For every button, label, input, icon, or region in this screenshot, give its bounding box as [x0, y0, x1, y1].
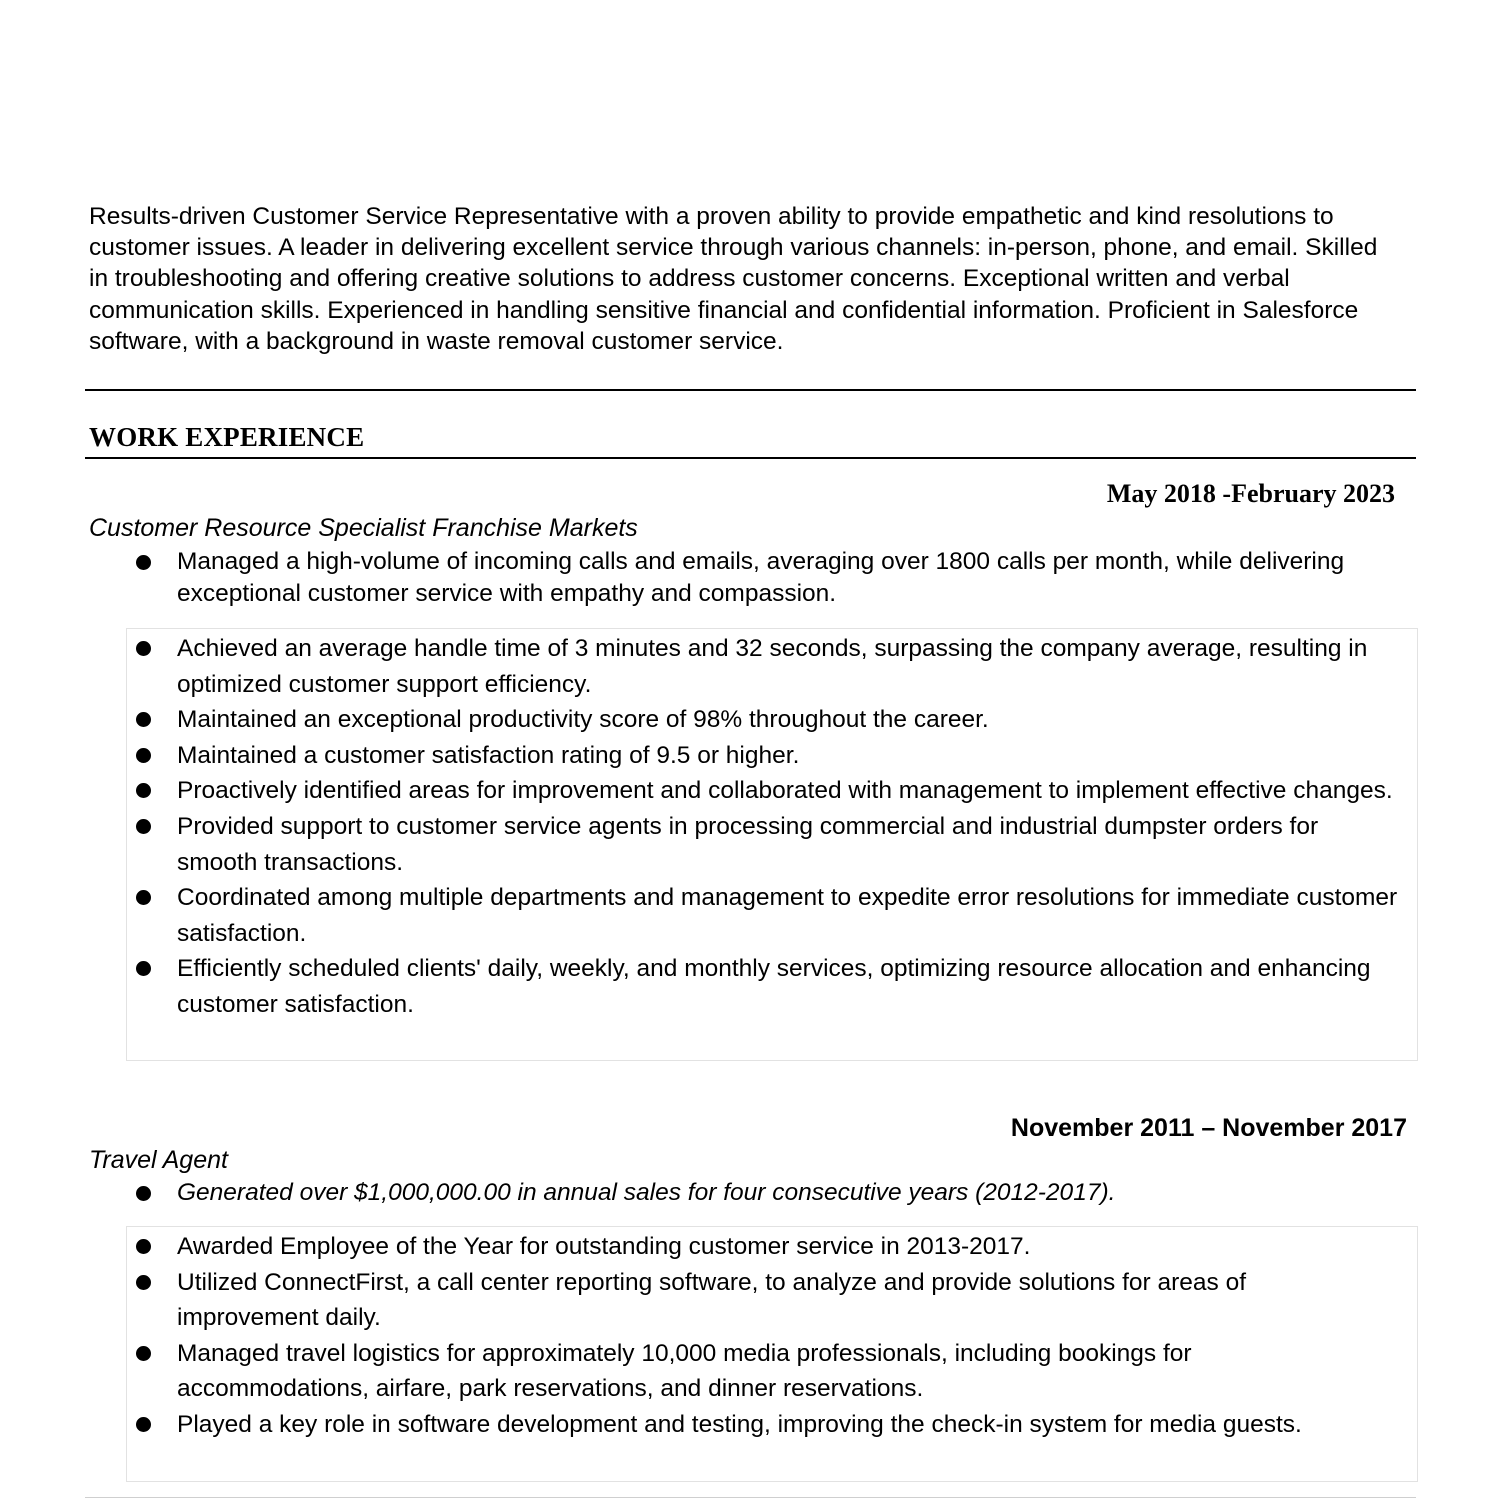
bullet-item [0, 1407, 1390, 1443]
job-bullet-list [0, 1229, 1390, 1443]
bullet-text: Managed a high-volume of incoming calls and emails, averaging over 1800 calls per month, while delivering exceptional customer service with empathy and compassion. [177, 548, 1345, 607]
bullet-icon [136, 1346, 151, 1361]
professional-summary: Results-driven Customer Service Representative with a proven ability to provide empathetic and kind resolutions to customer issues. A leader in delivering excellent service through various channels: in-person, phone, and email. Skilled in troubleshooting and offering creative solutions to address customer concerns. Exceptional written and verbal communication skills. Experienced in handling sensitive financial and confidential information. Proficient in Salesforce software, with a background in waste removal customer service. [89, 203, 1378, 355]
bullet-text: Played a key role in software development and testing, improving the check-in system for media guests. [177, 1410, 1302, 1438]
bullet-item [0, 809, 1420, 880]
bullet-icon [136, 555, 151, 570]
bullet-icon [136, 1417, 151, 1432]
bullet-icon [136, 1186, 151, 1201]
page-bottom-divider [85, 1497, 1416, 1498]
bullet-text: Provided support to customer service agents in processing commercial and industrial dumpster orders for smooth transactions. [177, 812, 1319, 876]
section-heading-work-experience: WORK EXPERIENCE [89, 422, 365, 452]
bullet-text: Achieved an average handle time of 3 minutes and 32 seconds, surpassing the company average, resulting in optimized customer support efficiency. [177, 635, 1368, 698]
bullet-item [0, 631, 1420, 702]
bullet-icon [136, 1275, 151, 1290]
bullet-item [0, 880, 1420, 951]
bullet-icon [136, 748, 151, 763]
bullet-icon [136, 890, 151, 905]
bullet-icon [136, 961, 151, 976]
bullet-icon [136, 1239, 151, 1254]
job-title: Travel Agent [89, 1146, 228, 1174]
bullet-item [0, 1229, 1390, 1265]
bullet-text: Efficiently scheduled clients' daily, weekly, and monthly services, optimizing resource allocation and enhancing customer satisfaction. [177, 955, 1371, 1018]
bullet-item [0, 702, 1420, 738]
bullet-icon [136, 712, 151, 727]
bullet-text: Maintained a customer satisfaction rating of 9.5 or higher. [177, 741, 800, 769]
section-divider [85, 457, 1416, 459]
bullet-item [0, 738, 1420, 774]
job-bullet-list [0, 1177, 1400, 1209]
bullet-icon [136, 783, 151, 798]
job-dates: May 2018 -February 2023 [1106, 479, 1395, 508]
bullet-text: Utilized ConnectFirst, a call center reporting software, to analyze and provide solutions for areas of improvement daily. [177, 1268, 1247, 1332]
bullet-item [0, 773, 1420, 809]
bullet-icon [136, 641, 151, 656]
job-title: Customer Resource Specialist Franchise Markets [89, 514, 638, 542]
bullet-icon [136, 819, 151, 834]
bullet-item [0, 1336, 1390, 1407]
bullet-text: Coordinated among multiple departments and management to expedite error resolutions for immediate customer satisfaction. [177, 884, 1398, 947]
bullet-text: Awarded Employee of the Year for outstanding customer service in 2013-2017. [177, 1233, 1031, 1260]
bullet-item [0, 951, 1420, 1022]
job-bullet-list [0, 546, 1380, 610]
job-dates: November 2011 – November 2017 [1010, 1114, 1407, 1142]
bullet-text: Managed travel logistics for approximately 10,000 media professionals, including bookings for accommodations, airfare, park reservations, and dinner reservations. [177, 1339, 1192, 1403]
bullet-item [0, 1265, 1390, 1336]
bullet-item [0, 1177, 1400, 1209]
bullet-text: Maintained an exceptional productivity score of 98% throughout the career. [177, 706, 989, 734]
bullet-text: Generated over $1,000,000.00 in annual sales for four consecutive years (2012-2017). [177, 1179, 1116, 1206]
summary-divider [85, 389, 1416, 391]
bullet-item [0, 546, 1380, 610]
bullet-text: Proactively identified areas for improvement and collaborated with management to implement effective changes. [177, 777, 1393, 805]
job-bullet-list [0, 631, 1420, 1023]
